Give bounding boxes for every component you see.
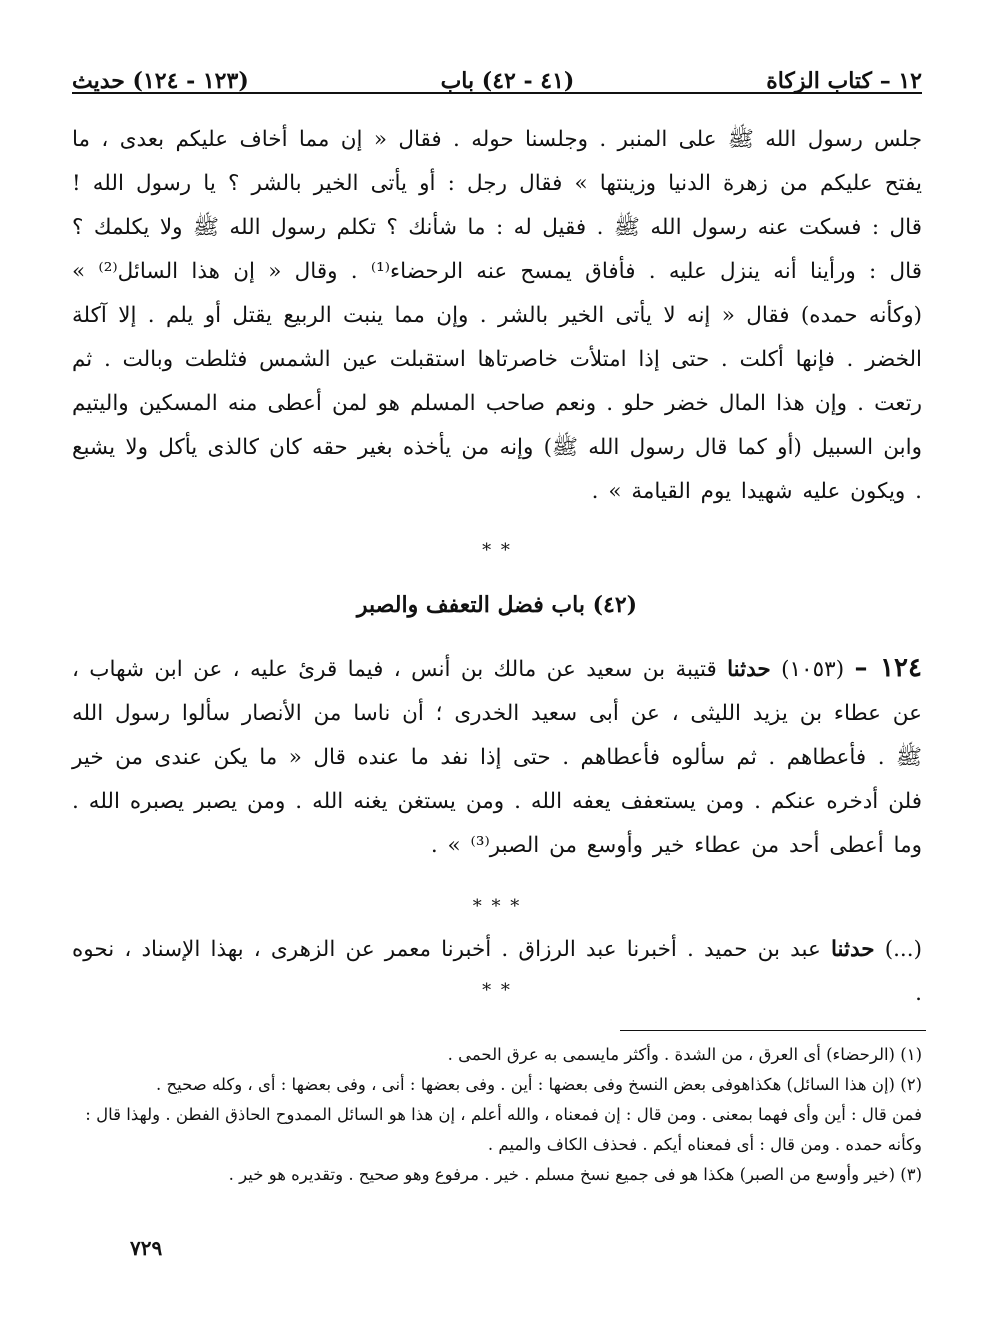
section-separator: * * [482, 540, 512, 561]
hadith-124-block [72, 646, 922, 868]
hadith-number: ١٢٤ – [854, 653, 922, 683]
hadith-global-number: (١٠٥٣) [781, 657, 845, 682]
header-divider [72, 92, 922, 94]
footnotes [72, 1040, 922, 1190]
section-separator-stars: * * * [472, 896, 522, 917]
footnote-2: (٢) (إن هذا السائل) هكذاهوفى بعض النسخ وفى بعضها : أين . وفى بعضها : أنى ، وفى بعضها : أى ، وكله صحيح . [156, 1075, 922, 1094]
header-book-title: ١٢ – كتاب الزكاة [766, 68, 922, 94]
isnad-marker: (...) [884, 937, 922, 962]
page-number: ٧٢٩ [130, 1236, 163, 1260]
hadith-123-continued-text: جلس رسول الله ﷺ على المنبر . وجلسنا حوله . فقال « إن مما أخاف عليكم بعدى ، ما يفتح عليكم من زهرة الدنيا وزينتها » فقال رجل : أو يأتى الخير بالشر ؟ يا رسول الله ! قال : فسكت عنه رسول الله ﷺ . فقيل له : ما شأنك ؟ تكلم رسول الله ﷺ ولا يكلمك ؟ قال : ورأينا أنه ينزل عليه . فأفاق يمسح عنه الرحضاء⁽¹⁾ . وقال « إن هذا السائل⁽²⁾ » (وكأنه حمده) فقال « إنه لا يأتى الخير بالشر . وإن مما ينبت الربيع يقتل أو يلم . إلا آكلة الخضر . فإنها أكلت . حتى إذا امتلأت خاصرتاها استقبلت عين الشمس فثلطت وبالت . ثم رتعت . وإن هذا المال خضر حلو . ونعم صاحب المسلم هو لمن أعطى منه المسكين واليتيم وابن السبيل (أو كما قال رسول الله ﷺ) وإنه من يأخذه بغير حقه كان كالذى يأكل ولا يشبع . ويكون عليه شهيدا يوم القيامة » . [72, 127, 922, 504]
footnote-1: (١) (الرحضاء) أى العرق ، من الشدة . وأكثر مايسمى به عرق الحمى . [447, 1045, 922, 1064]
running-header [72, 42, 922, 94]
footnote-2-cont-b: وكأنه حمده . ومن قال : أى فمعناه أيكم . فحذف الكاف والميم . [487, 1135, 922, 1154]
footnote-divider [620, 1030, 926, 1031]
header-chapter-range: (٤١ - ٤٢) باب [440, 68, 575, 94]
narration-keyword: حدثنا [727, 657, 771, 682]
chapter-title: (٤٢) باب فضل التعفف والصبر [356, 592, 638, 618]
footnote-3: (٣) (خير وأوسع من الصبر) هكذا هو فى جميع نسخ مسلم . خير . مرفوع وهو صحيح . وتقديره هو خير . [228, 1165, 922, 1184]
footnote-2-cont-a: فمن قال : أين وأى فهما بمعنى . ومن قال : إن فمعناه ، والله أعلم ، إن هذا هو السائل الممدوح الحاذق الفطن . ولهذا قال : [85, 1105, 922, 1124]
section-separator-end: * * [482, 980, 512, 1001]
hadith-124-text: قتيبة بن سعيد عن مالك بن أنس ، فيما قرئ عليه ، عن ابن شهاب ، عن عطاء بن يزيد الليثى ، عن أبى سعيد الخدرى ؛ أن ناسا من الأنصار سألوا رسول الله ﷺ . فأعطاهم . ثم سألوه فأعطاهم . حتى إذا نفد ما عنده قال « ما يكن عندى من خير فلن أدخره عنكم . ومن يستعفف يعفه الله . ومن يستغن يغنه الله . ومن يصبر يصبره الله . وما أعطى أحد من عطاء خير وأوسع من الصبر⁽³⁾ » . [72, 657, 922, 858]
header-hadith-range: (١٢٣ - ١٢٤) حديث [72, 68, 249, 94]
isnad-text: عبد بن حميد . أخبرنا عبد الرزاق . أخبرنا معمر عن الزهرى ، بهذا الإسناد ، نحوه . [72, 937, 922, 1006]
isnad-narration-keyword: حدثنا [830, 937, 875, 962]
isnad-note [72, 928, 922, 1016]
